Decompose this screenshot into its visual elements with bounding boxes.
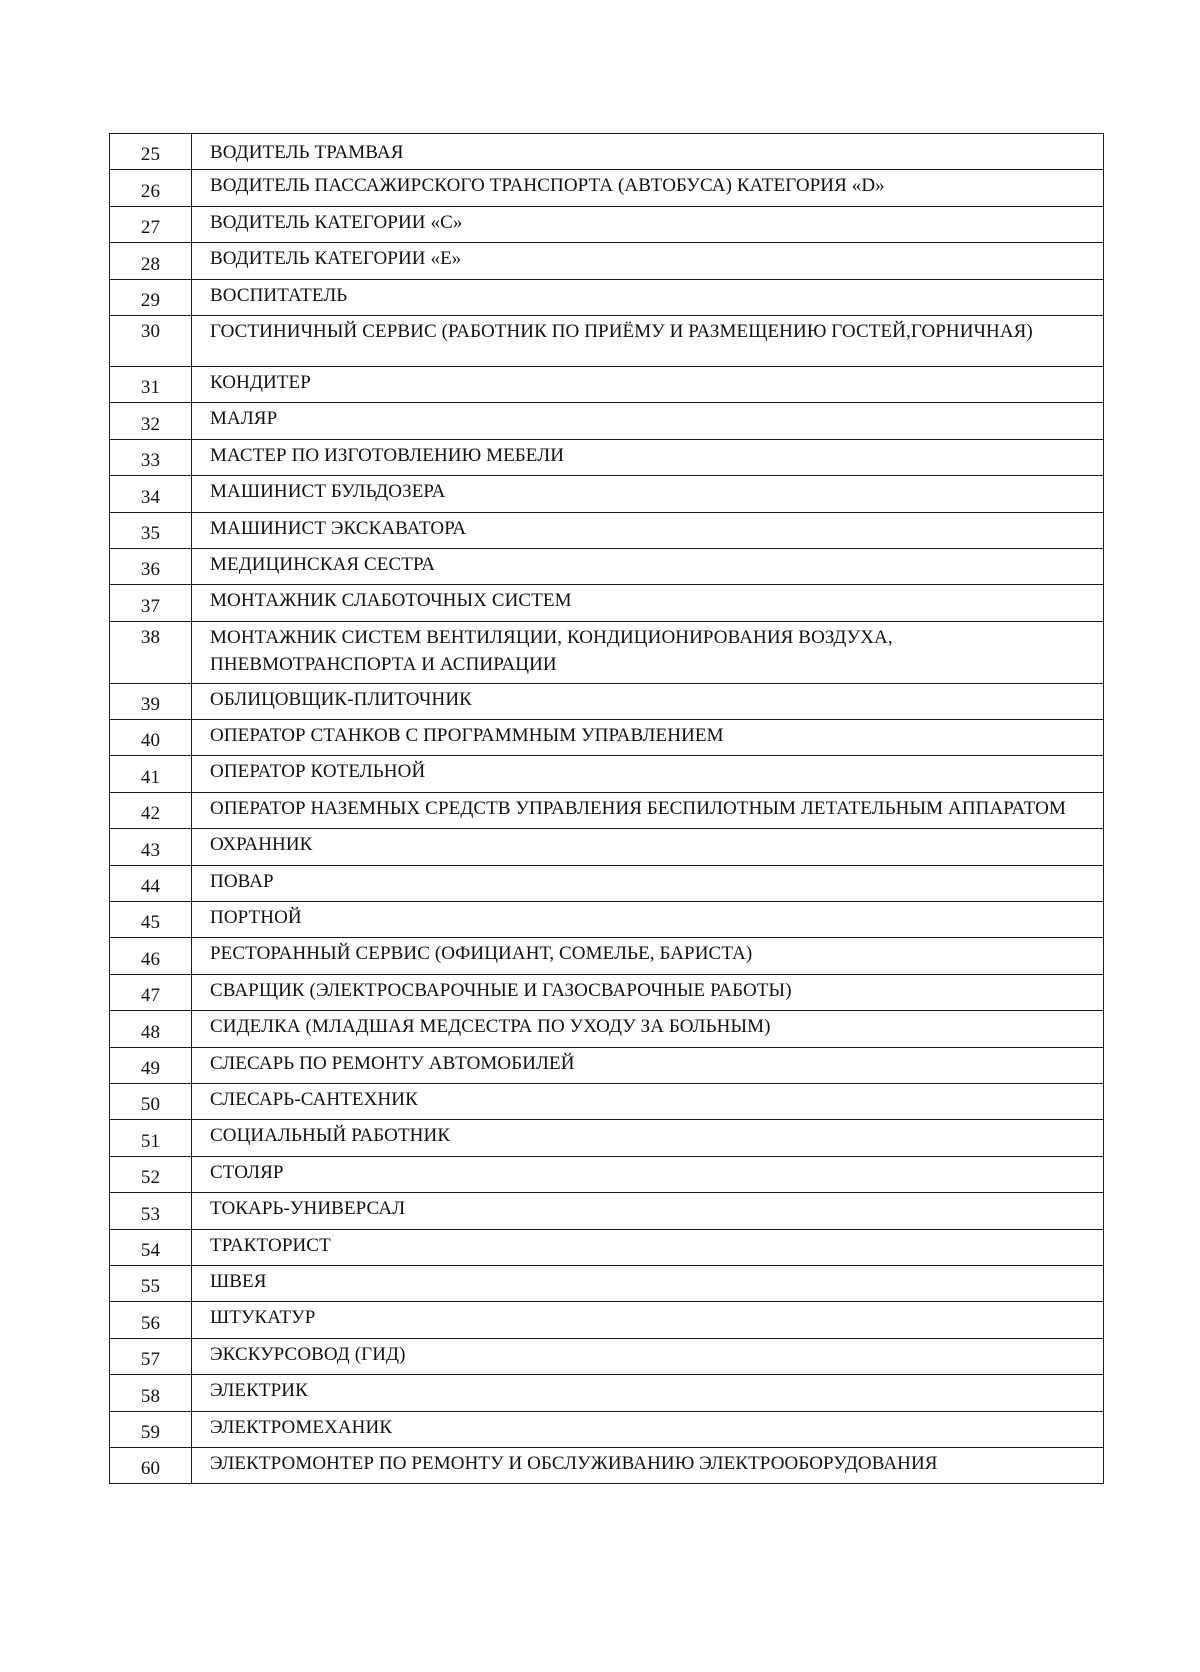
row-number: 44 <box>110 865 192 901</box>
row-number: 45 <box>110 902 192 938</box>
table-row <box>110 1047 1104 1083</box>
profession-name: МАШИНИСТ ЭКСКАВАТОРА <box>192 512 1104 548</box>
row-number: 39 <box>110 683 192 719</box>
profession-name: МАШИНИСТ БУЛЬДОЗЕРА <box>192 476 1104 512</box>
profession-name: ШТУКАТУР <box>192 1302 1104 1338</box>
table-row <box>110 1338 1104 1374</box>
table-row <box>110 1156 1104 1192</box>
row-number: 37 <box>110 585 192 621</box>
row-number: 36 <box>110 548 192 584</box>
profession-name: СОЦИАЛЬНЫЙ РАБОТНИК <box>192 1120 1104 1156</box>
row-number: 52 <box>110 1156 192 1192</box>
profession-name: СЛЕСАРЬ ПО РЕМОНТУ АВТОМОБИЛЕЙ <box>192 1047 1104 1083</box>
profession-name: МАСТЕР ПО ИЗГОТОВЛЕНИЮ МЕБЕЛИ <box>192 439 1104 475</box>
table-row <box>110 1011 1104 1047</box>
profession-name: ГОСТИНИЧНЫЙ СЕРВИС (РАБОТНИК ПО ПРИЁМУ И РАЗМЕЩЕНИЮ ГОСТЕЙ,ГОРНИЧНАЯ) <box>192 315 1104 366</box>
table-row <box>110 403 1104 439</box>
profession-name: ПОВАР <box>192 865 1104 901</box>
row-number: 40 <box>110 720 192 756</box>
profession-name: ВОСПИТАТЕЛЬ <box>192 279 1104 315</box>
row-number: 59 <box>110 1411 192 1447</box>
table-row <box>110 720 1104 756</box>
row-number: 33 <box>110 439 192 475</box>
table-row <box>110 1229 1104 1265</box>
professions-table <box>109 133 1104 1484</box>
table-row <box>110 315 1104 366</box>
profession-name: ВОДИТЕЛЬ КАТЕГОРИИ «С» <box>192 206 1104 242</box>
table-row <box>110 1447 1104 1483</box>
table-row <box>110 1120 1104 1156</box>
table-row <box>110 366 1104 402</box>
row-number: 47 <box>110 974 192 1010</box>
table-row <box>110 134 1104 170</box>
profession-name: ЭЛЕКТРОМЕХАНИК <box>192 1411 1104 1447</box>
profession-name: СИДЕЛКА (МЛАДШАЯ МЕДСЕСТРА ПО УХОДУ ЗА БОЛЬНЫМ) <box>192 1011 1104 1047</box>
table-row <box>110 170 1104 206</box>
profession-name: ОХРАННИК <box>192 829 1104 865</box>
table-row <box>110 1193 1104 1229</box>
row-number: 54 <box>110 1229 192 1265</box>
profession-name: ЭЛЕКТРИК <box>192 1375 1104 1411</box>
row-number: 50 <box>110 1083 192 1119</box>
profession-name: ЭКСКУРСОВОД (ГИД) <box>192 1338 1104 1374</box>
professions-table-body <box>110 134 1104 1484</box>
row-number: 34 <box>110 476 192 512</box>
profession-name: ВОДИТЕЛЬ ТРАМВАЯ <box>192 134 1104 170</box>
table-row <box>110 792 1104 828</box>
profession-name: КОНДИТЕР <box>192 366 1104 402</box>
row-number: 48 <box>110 1011 192 1047</box>
table-row <box>110 1083 1104 1119</box>
profession-name: ВОДИТЕЛЬ ПАССАЖИРСКОГО ТРАНСПОРТА (АВТОБУСА) КАТЕГОРИЯ «D» <box>192 170 1104 206</box>
table-row <box>110 1302 1104 1338</box>
row-number: 41 <box>110 756 192 792</box>
table-row <box>110 829 1104 865</box>
profession-name: СТОЛЯР <box>192 1156 1104 1192</box>
profession-name: ОПЕРАТОР НАЗЕМНЫХ СРЕДСТВ УПРАВЛЕНИЯ БЕСПИЛОТНЫМ ЛЕТАТЕЛЬНЫМ АППАРАТОМ <box>192 792 1104 828</box>
row-number: 27 <box>110 206 192 242</box>
row-number: 30 <box>110 315 192 366</box>
table-row <box>110 585 1104 621</box>
row-number: 53 <box>110 1193 192 1229</box>
table-row <box>110 1411 1104 1447</box>
profession-name: ШВЕЯ <box>192 1265 1104 1301</box>
profession-name: ПОРТНОЙ <box>192 902 1104 938</box>
row-number: 29 <box>110 279 192 315</box>
profession-name: МАЛЯР <box>192 403 1104 439</box>
row-number: 43 <box>110 829 192 865</box>
profession-name: МОНТАЖНИК СЛАБОТОЧНЫХ СИСТЕМ <box>192 585 1104 621</box>
table-row <box>110 512 1104 548</box>
row-number: 55 <box>110 1265 192 1301</box>
table-row <box>110 548 1104 584</box>
row-number: 58 <box>110 1375 192 1411</box>
table-row <box>110 865 1104 901</box>
profession-name: ТОКАРЬ-УНИВЕРСАЛ <box>192 1193 1104 1229</box>
table-row <box>110 206 1104 242</box>
table-row <box>110 1265 1104 1301</box>
profession-name: СЛЕСАРЬ-САНТЕХНИК <box>192 1083 1104 1119</box>
row-number: 28 <box>110 243 192 279</box>
table-row <box>110 243 1104 279</box>
profession-name: ТРАКТОРИСТ <box>192 1229 1104 1265</box>
row-number: 56 <box>110 1302 192 1338</box>
profession-name: СВАРЩИК (ЭЛЕКТРОСВАРОЧНЫЕ И ГАЗОСВАРОЧНЫЕ РАБОТЫ) <box>192 974 1104 1010</box>
row-number: 60 <box>110 1447 192 1483</box>
profession-name: ЭЛЕКТРОМОНТЕР ПО РЕМОНТУ И ОБСЛУЖИВАНИЮ ЭЛЕКТРООБОРУДОВАНИЯ <box>192 1447 1104 1483</box>
profession-name: ОБЛИЦОВЩИК-ПЛИТОЧНИК <box>192 683 1104 719</box>
row-number: 35 <box>110 512 192 548</box>
table-row <box>110 902 1104 938</box>
table-row <box>110 683 1104 719</box>
row-number: 57 <box>110 1338 192 1374</box>
profession-name: ОПЕРАТОР КОТЕЛЬНОЙ <box>192 756 1104 792</box>
table-row <box>110 756 1104 792</box>
table-row <box>110 476 1104 512</box>
row-number: 49 <box>110 1047 192 1083</box>
row-number: 46 <box>110 938 192 974</box>
profession-name: РЕСТОРАННЫЙ СЕРВИС (ОФИЦИАНТ, СОМЕЛЬЕ, БАРИСТА) <box>192 938 1104 974</box>
table-row <box>110 1375 1104 1411</box>
row-number: 32 <box>110 403 192 439</box>
profession-name: ОПЕРАТОР СТАНКОВ С ПРОГРАММНЫМ УПРАВЛЕНИЕМ <box>192 720 1104 756</box>
table-row <box>110 439 1104 475</box>
row-number: 25 <box>110 134 192 170</box>
row-number: 31 <box>110 366 192 402</box>
row-number: 42 <box>110 792 192 828</box>
table-row <box>110 279 1104 315</box>
table-row <box>110 974 1104 1010</box>
row-number: 38 <box>110 621 192 683</box>
row-number: 51 <box>110 1120 192 1156</box>
profession-name: МОНТАЖНИК СИСТЕМ ВЕНТИЛЯЦИИ, КОНДИЦИОНИРОВАНИЯ ВОЗДУХА, ПНЕВМОТРАНСПОРТА И АСПИРАЦИИ <box>192 621 1104 683</box>
row-number: 26 <box>110 170 192 206</box>
table-row <box>110 938 1104 974</box>
profession-name: ВОДИТЕЛЬ КАТЕГОРИИ «Е» <box>192 243 1104 279</box>
profession-name: МЕДИЦИНСКАЯ СЕСТРА <box>192 548 1104 584</box>
table-row <box>110 621 1104 683</box>
